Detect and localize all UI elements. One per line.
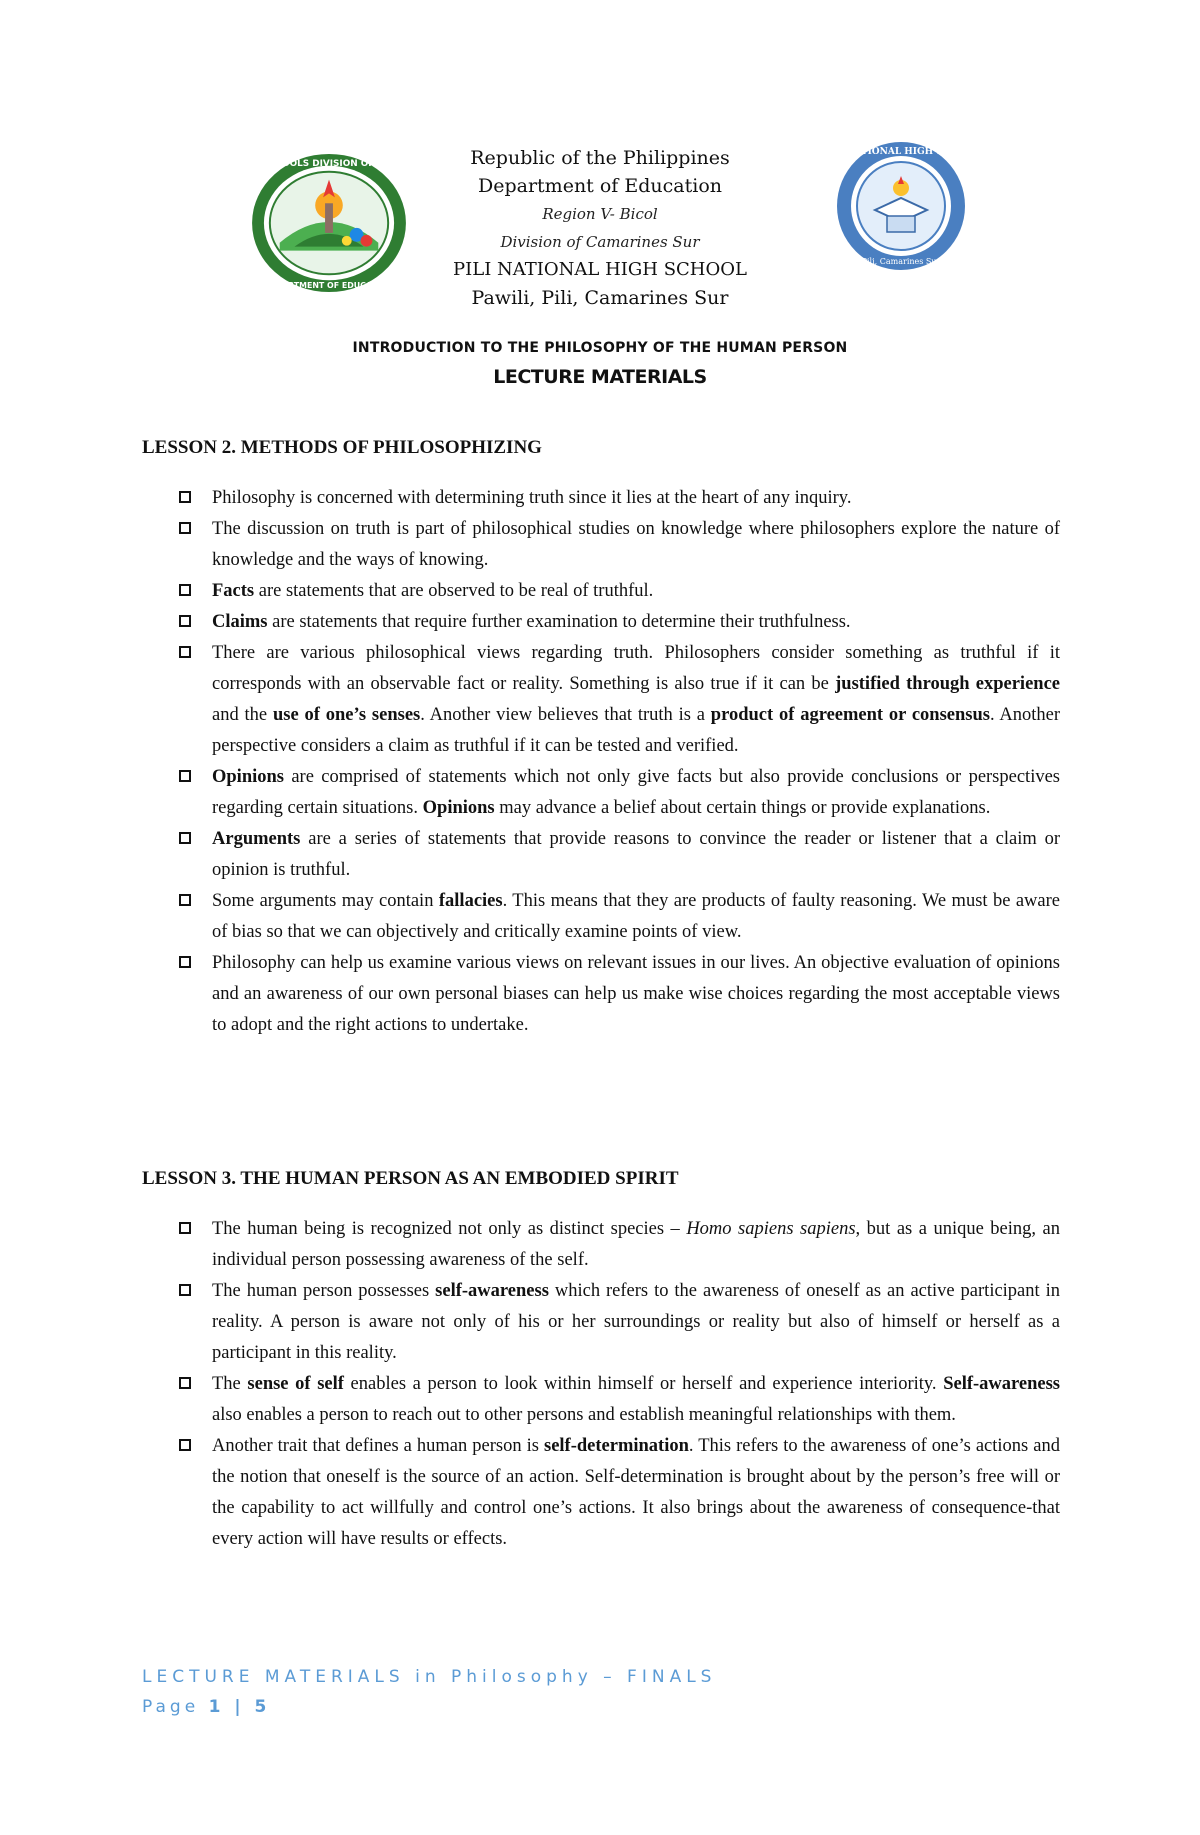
text-run: The human person possesses (212, 1281, 436, 1301)
bullet-item (142, 762, 1060, 824)
bold-term: product of agreement or consensus (710, 705, 990, 725)
bold-term: Claims (212, 612, 268, 632)
bullet-item (142, 824, 1060, 886)
checkbox-square-icon (179, 832, 191, 844)
text-run: The human being is recognized not only as distinct species – (212, 1219, 687, 1239)
bold-term: fallacies (438, 891, 503, 911)
text-run: Some arguments may contain (212, 891, 439, 911)
checkbox-square-icon (179, 894, 191, 906)
bullet-item (142, 1431, 1060, 1555)
text-run: and the (212, 705, 273, 725)
school-name: PILI NATIONAL HIGH SCHOOL (453, 259, 747, 280)
course-title: INTRODUCTION TO THE PHILOSOPHY OF THE HUMAN PERSON (352, 340, 848, 356)
svg-text:DEPARTMENT OF EDUCATION: DEPARTMENT OF EDUCATION (264, 281, 394, 291)
bold-term: Opinions (212, 767, 284, 787)
text-run: are statements that require further examination to determine their truthfulness. (267, 612, 851, 632)
bullet-item (142, 607, 1060, 638)
checkbox-square-icon (179, 615, 191, 627)
bullet-item (142, 1276, 1060, 1369)
lesson-2-section (142, 433, 1060, 1041)
page-word: Page (142, 1697, 200, 1717)
school-seal-icon (821, 140, 981, 272)
svg-text:PILI NATIONAL HIGH SCHOOL: PILI NATIONAL HIGH SCHOOL (821, 147, 981, 157)
bullet-item (142, 483, 1060, 514)
text-run: . This refers to the awareness of one’s actions and the notion that oneself is the source of an action. Self-determination is brought about by the person’s free will or the capability to act willfully and control one’s actions. It also brings about the awareness of consequence-that every action will have results or effects. (212, 1436, 1060, 1549)
bullet-item (142, 1369, 1060, 1431)
svg-text:SCHOOLS DIVISION OFFICE: SCHOOLS DIVISION OFFICE (261, 158, 397, 169)
text-run: enables a person to look within himself or herself and experience interiority. (343, 1374, 944, 1394)
bullet-item (142, 1214, 1060, 1276)
school-address: Pawili, Pili, Camarines Sur (471, 287, 729, 309)
lesson-2-bullet-list (142, 483, 1060, 1041)
lecture-title: LECTURE MATERIALS (493, 366, 707, 388)
checkbox-square-icon (179, 522, 191, 534)
checkbox-square-icon (179, 1284, 191, 1296)
page-total: 5 (254, 1697, 271, 1717)
text-run: are comprised of statements which not only give facts but also provide conclusions or perspectives regarding certain situations. (212, 767, 1060, 818)
lesson-3-bullet-list (142, 1214, 1060, 1555)
bullet-item (142, 514, 1060, 576)
bold-term: self-determination (544, 1436, 689, 1456)
text-run: , but as a unique being, an individual person possessing awareness of the self. (212, 1219, 1060, 1270)
text-run: may advance a belief about certain things or provide explanations. (494, 798, 991, 818)
bullet-item (142, 948, 1060, 1041)
bold-term: Self-awareness (943, 1374, 1061, 1394)
lesson-title: LESSON 3. THE HUMAN PERSON AS AN EMBODIED SPIRIT (142, 1168, 679, 1189)
bullet-item (142, 886, 1060, 948)
checkbox-square-icon (179, 646, 191, 658)
text-run: are statements that are observed to be real of truthful. (254, 581, 654, 601)
region-line: Region V- Bicol (542, 205, 658, 223)
checkbox-square-icon (179, 1439, 191, 1451)
text-run: Philosophy can help us examine various views on relevant issues in our lives. An objective evaluation of opinions and an awareness of our own personal biases can help us make wise choices regarding the most acceptable views to adopt and the right actions to undertake. (212, 953, 1060, 1035)
checkbox-square-icon (179, 584, 191, 596)
text-run: . Another view believes that truth is a (420, 705, 711, 725)
text-run: which refers to the awareness of oneself as an active participant in reality. A person is aware not only of his or her surroundings or reality but also of himself or herself as a participant in this reality. (212, 1281, 1061, 1363)
bold-term: self-awareness (435, 1281, 549, 1301)
page-number (142, 1692, 1042, 1722)
department-line: Department of Education (478, 175, 722, 197)
bullet-item (142, 638, 1060, 762)
lesson-title: LESSON 2. METHODS OF PHILOSOPHIZING (142, 437, 542, 458)
svg-text:Pili, Camarines Sur: Pili, Camarines Sur (861, 257, 941, 266)
bold-term: Facts (212, 581, 255, 601)
text-run: also enables a person to reach out to other persons and establish meaningful relationships with them. (212, 1405, 956, 1425)
checkbox-square-icon (179, 770, 191, 782)
page-current: 1 (208, 1697, 225, 1717)
bullet-item (142, 576, 1060, 607)
bold-term: justified through experience (835, 674, 1060, 694)
division-line: Division of Camarines Sur (500, 233, 700, 251)
italic-term: Homo sapiens sapiens (686, 1219, 856, 1239)
footer-title: LECTURE MATERIALS in Philosophy – FINALS (142, 1667, 717, 1687)
text-run: . Another perspective considers a claim as truthful if it can be tested and verified. (212, 705, 1061, 756)
letterhead-text (300, 144, 900, 312)
page-footer (142, 1662, 1042, 1722)
page-separator: | (224, 1697, 255, 1717)
checkbox-square-icon (179, 956, 191, 968)
text-run: There are various philosophical views regarding truth. Philosophers consider something as truthful if it corresponds with an observable fact or reality. Something is also true if it can be (212, 643, 1060, 694)
text-run: are a series of statements that provide reasons to convince the reader or listener that a claim or opinion is truthful. (212, 829, 1060, 880)
text-run: The (212, 1374, 248, 1394)
checkbox-square-icon (179, 1377, 191, 1389)
bold-term: Opinions (422, 798, 495, 818)
checkbox-square-icon (179, 1222, 191, 1234)
text-run: Philosophy is concerned with determining truth since it lies at the heart of any inquiry. (212, 488, 852, 508)
checkbox-square-icon (179, 491, 191, 503)
bold-term: Arguments (212, 829, 301, 849)
letterhead (0, 140, 1200, 320)
text-run: The discussion on truth is part of philosophical studies on knowledge where philosophers explore the nature of knowledge and the ways of knowing. (212, 519, 1060, 570)
bold-term: use of one’s senses (272, 705, 421, 725)
text-run: Another trait that defines a human person is (212, 1436, 544, 1456)
republic-line: Republic of the Philippines (470, 147, 730, 169)
bold-term: sense of self (247, 1374, 344, 1394)
text-run: . This means that they are products of faulty reasoning. We must be aware of bias so that we can objectively and critically examine points of view. (212, 891, 1060, 942)
lesson-3-section (142, 1164, 1060, 1555)
